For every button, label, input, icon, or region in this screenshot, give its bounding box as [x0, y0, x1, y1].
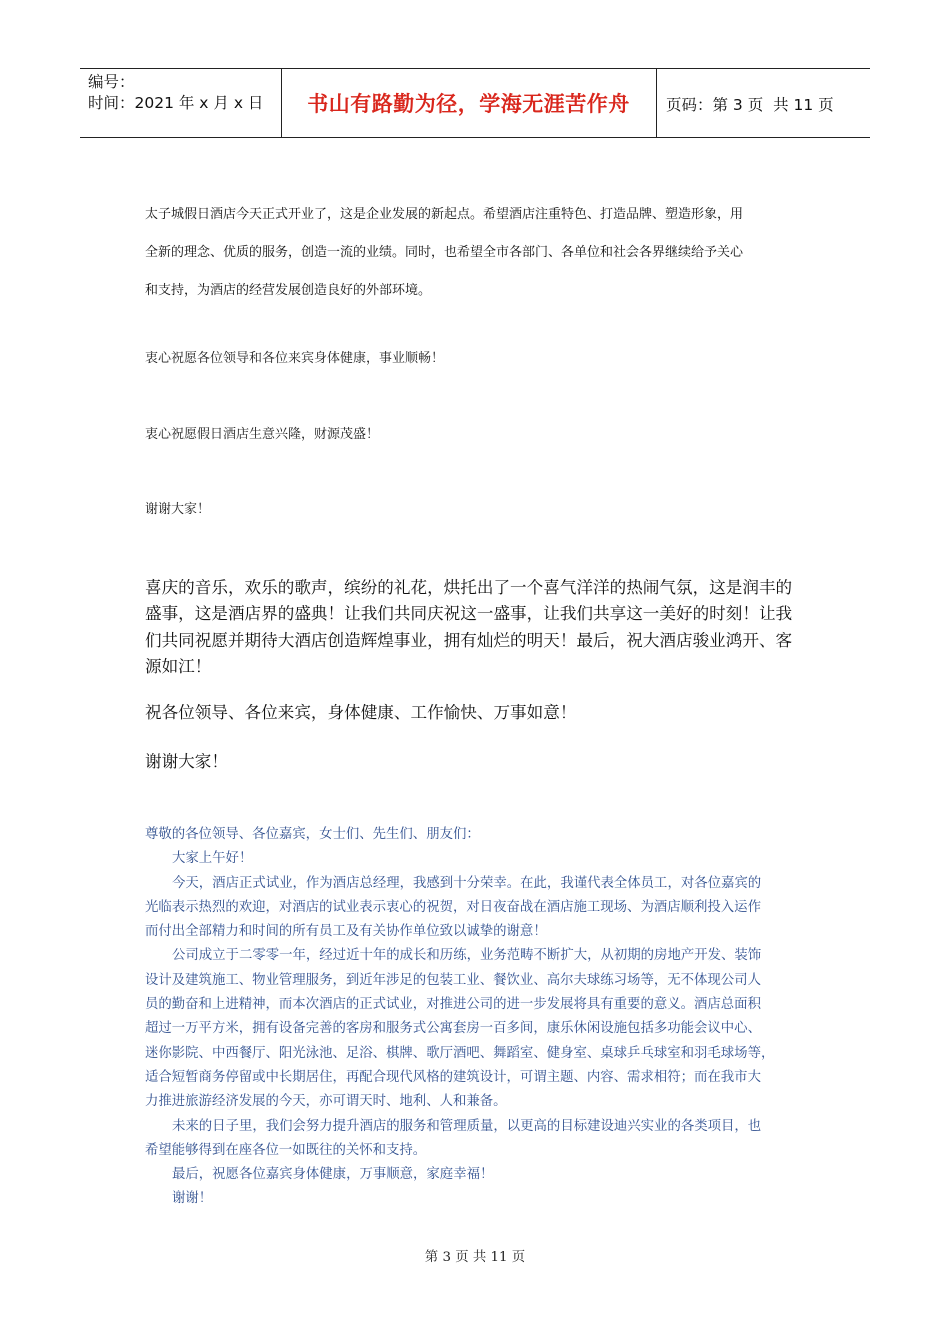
- text-line: 公司成立于二零零一年，经过近十年的成长和历练，业务范畴不断扩大，从初期的房地产开发、装饰: [172, 948, 762, 964]
- text-line: 们共同祝愿并期待大酒店创造辉煌事业，拥有灿烂的明天！最后，祝大酒店骏业鸿开、客: [145, 630, 793, 650]
- section2-thanks: 谢谢大家！: [145, 752, 228, 771]
- serial-label: 编号：: [88, 73, 135, 91]
- text-line: 太子城假日酒店今天正式开业了，这是企业发展的新起点。希望酒店注重特色、打造品牌、塑造形象，用: [145, 207, 744, 222]
- text-line: 喜庆的音乐，欢乐的歌声，缤纷的礼花，烘托出了一个喜气洋洋的热闹气氛，这是润丰的: [145, 578, 793, 597]
- text-line: 最后，祝愿各位嘉宾身体健康，万事顺意，家庭幸福！: [172, 1167, 494, 1183]
- header-meta: [88, 72, 263, 114]
- section2-wish: 祝各位领导、各位来宾，身体健康、工作愉快、万事如意！: [145, 703, 577, 722]
- text-line: 源如江！: [145, 657, 212, 677]
- section3-speech: [145, 823, 817, 1212]
- text-line: 今天，酒店正式试业，作为酒店总经理，我感到十分荣幸。在此，我谨代表全体员工，对各位嘉宾的: [172, 875, 762, 891]
- header-divider: [656, 69, 657, 137]
- greeting: 大家上午好！: [172, 851, 253, 867]
- date-line: 时间：2021 年 x 月 x 日: [88, 94, 264, 112]
- text-line: 设计及建筑施工、物业管理服务，到近年涉足的包装工业、餐饮业、高尔夫球练习场等，无不体现公司人: [145, 972, 761, 988]
- text-line: 希望能够得到在座各位一如既往的关怀和支持。: [145, 1142, 427, 1158]
- salutation: 尊敬的各位领导、各位嘉宾，女士们、先生们、朋友们：: [145, 827, 480, 842]
- text-line: 迷你影院、中西餐厅、阳光泳池、足浴、棋牌、歌厅酒吧、舞蹈室、健身室、桌球乒乓球室和羽毛球场等，: [145, 1045, 775, 1061]
- section1-wish-2: 衷心祝愿假日酒店生意兴隆，财源茂盛！: [145, 427, 380, 442]
- page-footer: 第 3 页 共 11 页: [424, 1250, 526, 1265]
- text-line: 适合短暂商务停留或中长期居住，再配合现代风格的建筑设计，可谓主题、内容、需求相符；而在我市大: [145, 1069, 761, 1085]
- text-line: 全新的理念、优质的服务，创造一流的业绩。同时，也希望全市各部门、各单位和社会各界继续给予关心: [145, 245, 744, 260]
- header-motto: 书山有路勤为径，学海无涯苦作舟: [307, 92, 630, 116]
- text-line: 光临表示热烈的欢迎，对酒店的试业表示衷心的祝贺，对日夜奋战在酒店施工现场、为酒店顺利投入运作: [145, 899, 761, 915]
- closing-thanks: 谢谢！: [172, 1191, 213, 1207]
- section1-paragraph: [145, 196, 815, 310]
- text-line: 员的勤奋和上进精神，而本次酒店的正式试业，对推进公司的进一步发展将具有重要的意义。酒店总面积: [145, 997, 761, 1013]
- page-header: [80, 68, 870, 138]
- text-line: 力推进旅游经济发展的今天，亦可谓天时、地利、人和兼备。: [145, 1094, 507, 1110]
- section1-wish-1: 衷心祝愿各位领导和各位来宾身体健康，事业顺畅！: [145, 351, 445, 366]
- header-page-info: 页码：第 3 页 共 11 页: [666, 96, 834, 114]
- text-line: 盛事，这是酒店界的盛典！让我们共同庆祝这一盛事，让我们共享这一美好的时刻！让我: [145, 604, 793, 624]
- text-line: 和支持，为酒店的经营发展创造良好的外部环境。: [145, 283, 432, 298]
- text-line: 未来的日子里，我们会努力提升酒店的服务和管理质量，以更高的目标建设迪兴实业的各类项目，也: [172, 1118, 762, 1134]
- section2-paragraph: [145, 575, 815, 681]
- text-line: 超过一万平方米，拥有设备完善的客房和服务式公寓套房一百多间，康乐休闲设施包括多功能会议中心、: [145, 1021, 761, 1037]
- section1-thanks: 谢谢大家！: [145, 502, 211, 517]
- text-line: 而付出全部精力和时间的所有员工及有关协作单位致以诚挚的谢意！: [145, 924, 547, 940]
